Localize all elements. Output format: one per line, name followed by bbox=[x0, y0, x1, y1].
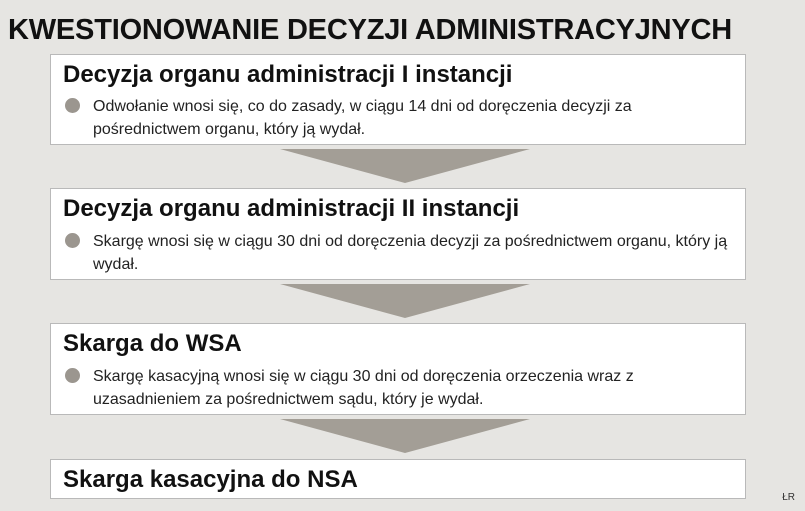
step-title: Decyzja organu administracji II instancji bbox=[63, 195, 520, 222]
down-arrow-icon bbox=[280, 149, 530, 183]
step-title: Decyzja organu administracji I instancji bbox=[63, 61, 513, 88]
step-box-wsa bbox=[50, 323, 746, 415]
down-arrow-icon bbox=[280, 284, 530, 318]
step-title: Skarga kasacyjna do NSA bbox=[63, 466, 358, 493]
down-arrow-icon bbox=[280, 419, 530, 453]
step-box-nsa bbox=[50, 459, 746, 499]
step-description: Odwołanie wnosi się, co do zasady, w ciągu 14 dni od doręczenia decyzji za pośrednictwem organu, który ją wydał. bbox=[93, 98, 632, 138]
step-description: Skargę kasacyjną wnosi się w ciągu 30 dni od doręczenia orzeczenia wraz z uzasadnieniem za pośrednictwem sądu, który je wydał. bbox=[93, 368, 634, 408]
bullet-icon bbox=[65, 98, 80, 113]
author-credit: ŁR bbox=[782, 492, 795, 503]
step-box-first-instance bbox=[50, 54, 746, 145]
page-title: KWESTIONOWANIE DECYZJI ADMINISTRACYJNYCH bbox=[8, 14, 733, 46]
bullet-icon bbox=[65, 368, 80, 383]
bullet-icon bbox=[65, 233, 80, 248]
step-description: Skargę wnosi się w ciągu 30 dni od doręczenia decyzji za pośrednictwem organu, który ją wydał. bbox=[93, 233, 728, 273]
step-box-second-instance bbox=[50, 188, 746, 280]
step-title: Skarga do WSA bbox=[63, 330, 242, 357]
